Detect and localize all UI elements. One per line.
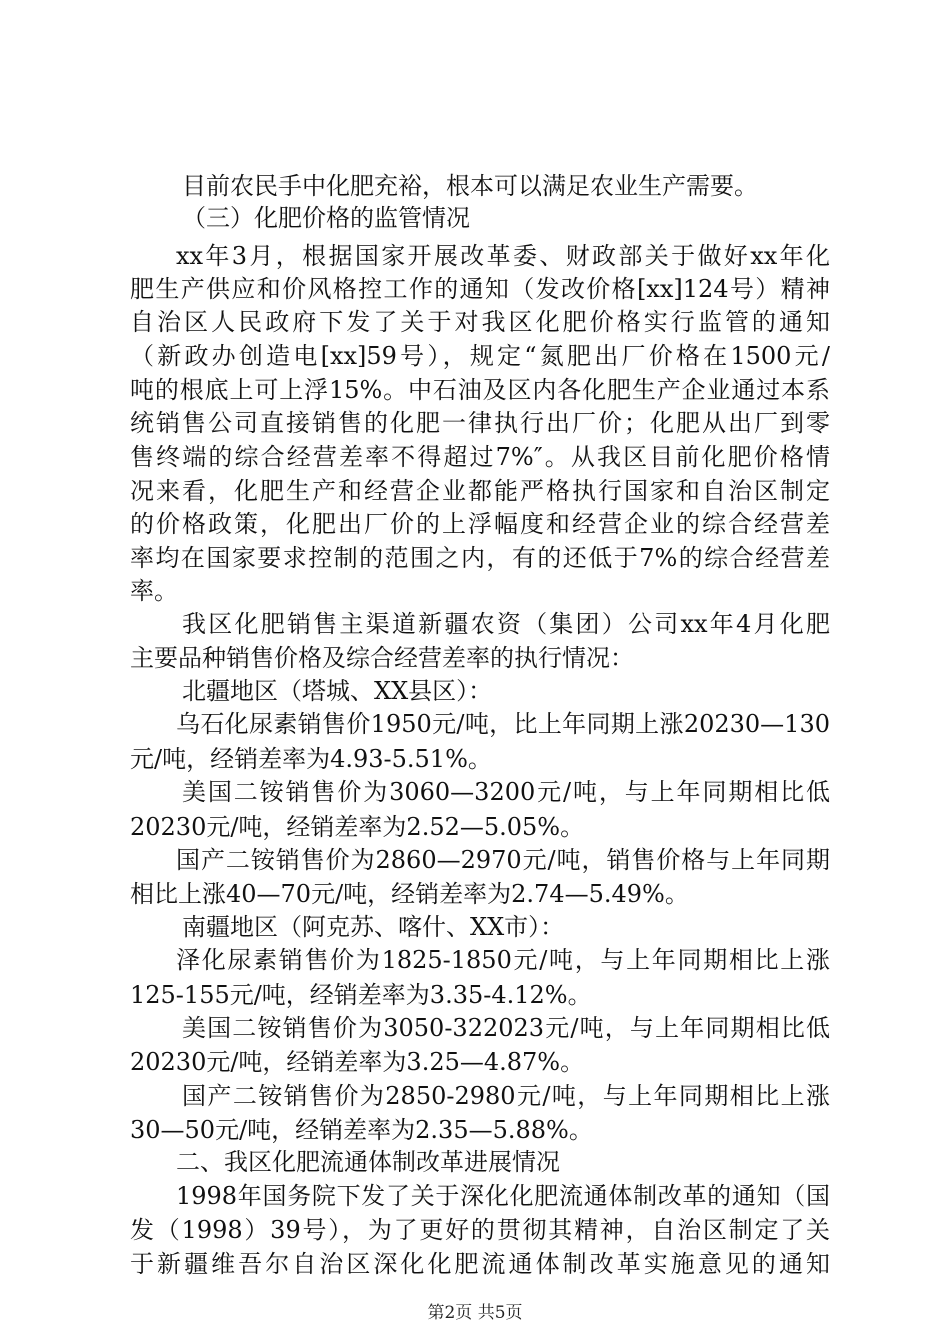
text-line: 肥生产供应和价风格控工作的通知（发改价格[xx]124号）精神 [130, 275, 830, 303]
text-line: 国产二铵销售价为2850-2980元/吨，与上年同期相比上涨 [182, 1082, 830, 1110]
text-line: 自治区人民政府下发了关于对我区化肥价格实行监管的通知 [130, 308, 830, 336]
text-line: 相比上涨40—70元/吨，经销差率为2.74—5.49%。 [130, 880, 689, 908]
text-line: 吨的根底上可上浮15%。中石油及区内各化肥生产企业通过本系 [130, 376, 830, 404]
text-line: 我区化肥销售主渠道新疆农资（集团）公司xx年4月化肥 [182, 610, 830, 638]
text-line: （新政办创造电[xx]59号），规定“氮肥出厂价格在1500元/ [130, 342, 830, 370]
text-line: xx年3月，根据国家开展改革委、财政部关于做好xx年化 [176, 242, 830, 270]
text-line: 率均在国家要求控制的范围之内，有的还低于7%的综合经营差 [130, 544, 830, 572]
text-line: 美国二铵销售价为3060—3200元/吨，与上年同期相比低 [182, 778, 830, 806]
text-line: 30—50元/吨，经销差率为2.35—5.88%。 [130, 1116, 593, 1144]
text-line: 售终端的综合经营差率不得超过7%″。从我区目前化肥价格情 [130, 443, 830, 471]
text-line: 发（1998）39号），为了更好的贯彻其精神，自治区制定了关 [130, 1216, 830, 1244]
text-line: 北疆地区（塔城、XX县区）： [182, 677, 493, 705]
text-line: 况来看，化肥生产和经营企业都能严格执行国家和自治区制定 [130, 477, 830, 505]
text-line: 率。 [130, 577, 178, 605]
text-line: 1998年国务院下发了关于深化化肥流通体制改革的通知（国 [176, 1182, 830, 1210]
text-line: 125-155元/吨，经销差率为3.35-4.12%。 [130, 981, 592, 1009]
text-line: 20230元/吨，经销差率为3.25—4.87%。 [130, 1048, 585, 1076]
text-line: 统销售公司直接销售的化肥一律执行出厂价；化肥从出厂到零 [130, 409, 830, 437]
text-line: 国产二铵销售价为2860—2970元/吨，销售价格与上年同期 [176, 846, 830, 874]
text-line: 的价格政策，化肥出厂价的上浮幅度和经营企业的综合经营差 [130, 510, 830, 538]
text-line: 乌石化尿素销售价1950元/吨，比上年同期上涨20230—130 [176, 710, 830, 738]
text-line: 主要品种销售价格及综合经营差率的执行情况： [130, 644, 634, 672]
text-line: 二、我区化肥流通体制改革进展情况 [176, 1148, 560, 1176]
text-line: 目前农民手中化肥充裕，根本可以满足农业生产需要。 [182, 172, 758, 200]
page-footer: 第2页 共5页 [427, 1303, 523, 1323]
text-line: 泽化尿素销售价为1825-1850元/吨，与上年同期相比上涨 [176, 946, 830, 974]
text-line: 于新疆维吾尔自治区深化化肥流通体制改革实施意见的通知 [130, 1250, 830, 1278]
text-line: 20230元/吨，经销差率为2.52—5.05%。 [130, 813, 585, 841]
text-line: 元/吨，经销差率为4.93-5.51%。 [130, 745, 492, 773]
text-line: 美国二铵销售价为3050-322023元/吨，与上年同期相比低 [182, 1014, 830, 1042]
text-line: 南疆地区（阿克苏、喀什、XX市）： [182, 913, 565, 941]
text-line: （三）化肥价格的监管情况 [182, 204, 470, 232]
